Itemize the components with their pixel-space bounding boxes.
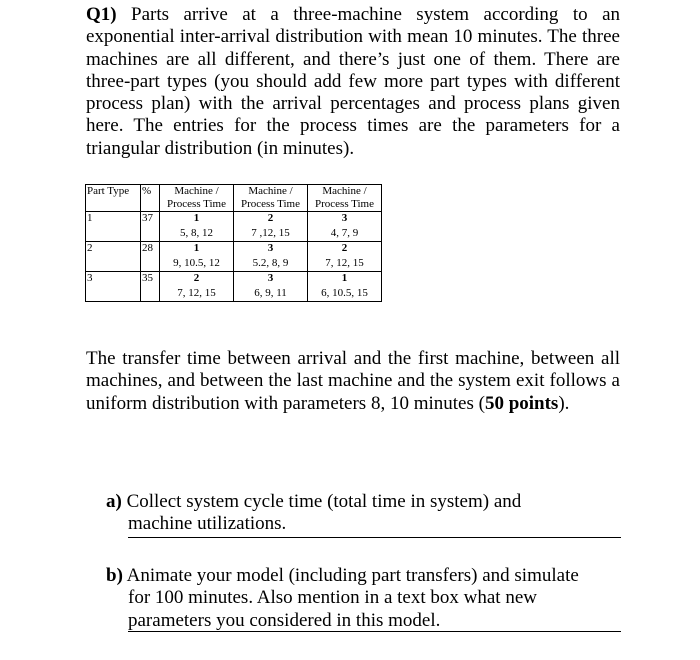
header-part-type: Part Type (86, 185, 141, 212)
sub-question-label: a) (106, 491, 122, 512)
machine-number: 3 (267, 272, 274, 284)
sub-question-label: b) (106, 565, 123, 586)
transfer-body: The transfer time between arrival and the first machine, between all machines, and between the last machine and the system exit follows a uniform distribution with parameters 8, 10 minutes ( (86, 348, 620, 414)
step-cell (160, 272, 234, 302)
machine-number: 1 (193, 242, 200, 254)
sub-question-a (106, 491, 620, 536)
process-time: 5, 8, 12 (180, 227, 213, 239)
machine-number: 2 (341, 242, 348, 254)
sub-question-line: Animate your model (including part transfers) and simulate (126, 565, 579, 586)
question-label: Q1) (86, 4, 117, 25)
sub-question-line: parameters you considered in this model. (128, 609, 441, 631)
process-time: 5.2, 8, 9 (252, 257, 289, 269)
step-cell (234, 212, 308, 242)
process-time: 9, 10.5, 12 (173, 257, 220, 269)
points-label: 50 points (484, 392, 559, 414)
answer-underline (128, 631, 621, 632)
step-cell (308, 212, 382, 242)
machine-number: 3 (341, 212, 348, 224)
percent-cell: 35 (141, 272, 160, 302)
table-row (86, 212, 382, 242)
sub-question-line: for 100 minutes. Also mention in a text box what new (128, 587, 537, 609)
table-row (86, 242, 382, 272)
percent-cell: 37 (141, 212, 160, 242)
step-cell (234, 242, 308, 272)
step-cell (160, 242, 234, 272)
machine-number: 1 (341, 272, 348, 284)
table-header-row (86, 185, 382, 212)
transfer-text (86, 348, 620, 415)
question-text (86, 4, 620, 160)
process-plan-table (85, 184, 382, 302)
machine-number: 2 (267, 212, 274, 224)
percent-cell: 28 (141, 242, 160, 272)
process-time: 7, 12, 15 (325, 257, 364, 269)
process-time: 4, 7, 9 (330, 227, 359, 239)
part-type-cell: 1 (86, 212, 141, 242)
machine-number: 2 (193, 272, 200, 284)
sub-question-line: Collect system cycle time (total time in system) and (126, 491, 522, 512)
process-time: 6, 9, 11 (254, 287, 287, 299)
machine-number: 3 (267, 242, 274, 254)
sub-question-b (106, 565, 620, 632)
step-cell (234, 272, 308, 302)
step-cell (308, 242, 382, 272)
answer-underline (128, 537, 621, 538)
question-intro: Parts arrive at a three-machine system according to an exponential inter-arrival distribution with mean 10 minutes. The three machines are all different, and there’s just one of them. There are three-part types (you should add few more part types with different process plan) with the arrival percentages and process plans given here. The entries for the process times are the parameters for a triangular distribution (in minutes). (86, 4, 621, 159)
header-percent: % (141, 185, 160, 212)
step-cell (160, 212, 234, 242)
part-type-cell: 3 (86, 272, 141, 302)
process-time: 7, 12, 15 (177, 287, 216, 299)
sub-question-line: machine utilizations. (128, 513, 287, 535)
transfer-end: ). (558, 392, 570, 414)
machine-number: 1 (193, 212, 200, 224)
step-cell (308, 272, 382, 302)
header-machine-3: Machine / Process Time (308, 185, 382, 212)
header-machine-2: Machine / Process Time (234, 185, 308, 212)
process-time: 6, 10.5, 15 (321, 287, 368, 299)
header-machine-1: Machine / Process Time (160, 185, 234, 212)
table-row (86, 272, 382, 302)
process-time: 7 ,12, 15 (251, 227, 290, 239)
part-type-cell: 2 (86, 242, 141, 272)
